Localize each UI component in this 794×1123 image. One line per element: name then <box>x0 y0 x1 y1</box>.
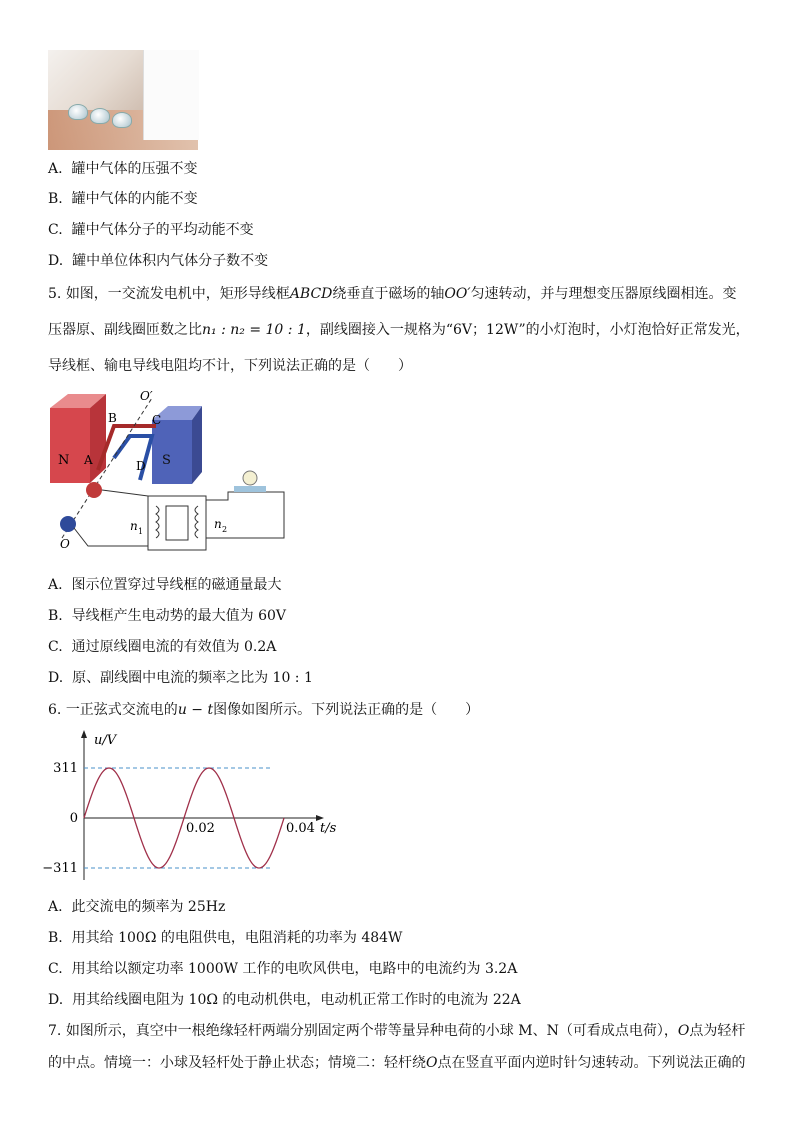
magnet-s-label: S <box>162 453 171 468</box>
y-tick-label: 0 <box>69 811 78 826</box>
y-axis-arrow <box>81 730 87 738</box>
stem-text: 点在竖直平面内逆时针匀速转动。下列说法正确的 <box>437 1055 746 1071</box>
glass-cup <box>68 104 88 120</box>
option-letter: A. <box>48 899 63 915</box>
point-o: O <box>677 1023 690 1039</box>
option-text: 用其给线圈电阻为 10Ω 的电动机供电，电动机正常工作时的电流为 22A <box>72 992 521 1008</box>
q5-option-d <box>48 669 313 687</box>
option-letter: C. <box>48 639 63 655</box>
point-o: O <box>426 1055 438 1071</box>
frame-label: ABCD <box>289 286 333 302</box>
y-tick-label: −311 <box>42 861 78 876</box>
stem-text: ，副线圈接入一规格为“6V；12W”的小灯泡时，小灯泡恰好正常发光， <box>305 322 750 338</box>
cupping-photo <box>48 50 198 150</box>
option-text: 导线框产生电动势的最大值为 60V <box>71 608 287 624</box>
stem-text: 如图，一交流发电机中，矩形导线框 <box>65 286 290 302</box>
q5-stem-line1 <box>48 285 737 303</box>
axis-label: OO′ <box>444 286 471 302</box>
q5-stem-line3 <box>48 357 412 375</box>
wire <box>102 490 148 496</box>
ut-graph <box>42 728 348 888</box>
option-text: 罐中气体的压强不变 <box>71 161 198 177</box>
stem-text: 如图所示，真空中一根绝缘轻杆两端分别固定两个带等量异种电荷的小球 M、N（可看成点电荷）， <box>65 1023 678 1039</box>
magnet-s <box>152 420 192 484</box>
n1-sub: 1 <box>138 527 144 536</box>
q6-option-b <box>48 929 402 947</box>
option-text: 此交流电的频率为 25Hz <box>71 899 226 915</box>
vertex-c-label: C <box>152 413 162 427</box>
stem-text: 压器原、副线圈匝数之比 <box>48 322 202 338</box>
question-number: 5. <box>48 286 62 302</box>
lamp-icon <box>243 471 257 485</box>
q6-stem <box>48 701 479 719</box>
x-tick-label: 0.02 <box>186 821 215 836</box>
stem-text: 绕垂直于磁场的轴 <box>332 286 445 302</box>
option-letter: C. <box>48 961 63 977</box>
q5-option-b <box>48 607 286 625</box>
q5-option-a <box>48 576 281 594</box>
ut-label: u − t <box>177 702 214 718</box>
axis-top-label: O′ <box>140 389 153 403</box>
stem-text: 匀速转动，并与理想变压器原线圈相连。变 <box>470 286 737 302</box>
option-text: 原、副线圈中电流的频率之比为 10 : 1 <box>72 670 313 686</box>
doctor-figure <box>143 50 199 140</box>
axis-bottom-label: O <box>60 537 70 551</box>
n2-label: n <box>214 517 222 531</box>
primary-coil <box>156 506 159 538</box>
x-axis-label: t/s <box>320 821 337 836</box>
q4-option-c <box>48 221 254 239</box>
option-letter: A. <box>48 161 63 177</box>
vertex-a-label: A <box>84 453 93 467</box>
q7-stem-line2 <box>48 1054 745 1072</box>
slip-ring <box>86 482 102 498</box>
q5-option-c <box>48 638 276 656</box>
option-letter: A. <box>48 577 63 593</box>
q4-option-a <box>48 160 197 178</box>
q6-option-a <box>48 898 225 916</box>
q5-stem-line2 <box>48 321 750 339</box>
transformer-window <box>166 506 188 540</box>
option-letter: D. <box>48 670 64 686</box>
option-text: 用其给以额定功率 1000W 工作的电吹风供电，电路中的电流约为 3.2A <box>71 961 518 977</box>
n2-sub: 2 <box>222 525 228 534</box>
glass-cup <box>112 112 132 128</box>
option-text: 用其给 100Ω 的电阻供电，电阻消耗的功率为 484W <box>71 930 403 946</box>
q6-option-c <box>48 960 517 978</box>
vertex-d-label: D <box>136 459 146 473</box>
magnet-n <box>50 408 90 483</box>
wire <box>206 492 284 538</box>
turns-ratio: n₁ : n₂ = 10 : 1 <box>202 322 306 338</box>
stem-text: 图像如图所示。下列说法正确的是（ ） <box>213 702 480 718</box>
option-text: 罐中单位体积内气体分子数不变 <box>72 253 269 269</box>
option-text: 图示位置穿过导线框的磁通量最大 <box>71 577 282 593</box>
option-text: 罐中气体分子的平均动能不变 <box>71 222 254 238</box>
stem-text: 点为轻杆 <box>689 1023 746 1039</box>
slip-ring <box>60 516 76 532</box>
option-letter: B. <box>48 608 63 624</box>
y-axis-label: u/V <box>94 733 117 748</box>
magnet-n-label: N <box>58 453 70 468</box>
y-tick-label: 311 <box>53 761 78 776</box>
option-letter: B. <box>48 930 63 946</box>
q7-stem-line1 <box>48 1022 745 1040</box>
option-letter: D. <box>48 992 64 1008</box>
lamp-base <box>234 486 266 492</box>
glass-cup <box>90 108 110 124</box>
option-letter: B. <box>48 191 63 207</box>
q4-option-d <box>48 252 268 270</box>
q6-option-d <box>48 991 521 1009</box>
question-number: 6. <box>48 702 62 718</box>
stem-text: 导线框、输电导线电阻均不计，下列说法正确的是（ ） <box>48 358 412 374</box>
q4-option-b <box>48 190 198 208</box>
option-text: 罐中气体的内能不变 <box>71 191 198 207</box>
question-number: 7. <box>48 1023 62 1039</box>
x-tick-label: 0.04 <box>286 821 315 836</box>
option-text: 通过原线圈电流的有效值为 0.2A <box>71 639 277 655</box>
option-letter: C. <box>48 222 63 238</box>
stem-text: 一正弦式交流电的 <box>65 702 178 718</box>
generator-transformer-figure <box>48 388 298 553</box>
option-letter: D. <box>48 253 64 269</box>
n1-label: n <box>130 519 138 533</box>
secondary-coil <box>195 506 198 538</box>
coil-frame-blue <box>114 436 152 480</box>
stem-text: 的中点。情境一：小球及轻杆处于静止状态；情境二：轻杆绕 <box>48 1055 426 1071</box>
vertex-b-label: B <box>108 411 117 425</box>
